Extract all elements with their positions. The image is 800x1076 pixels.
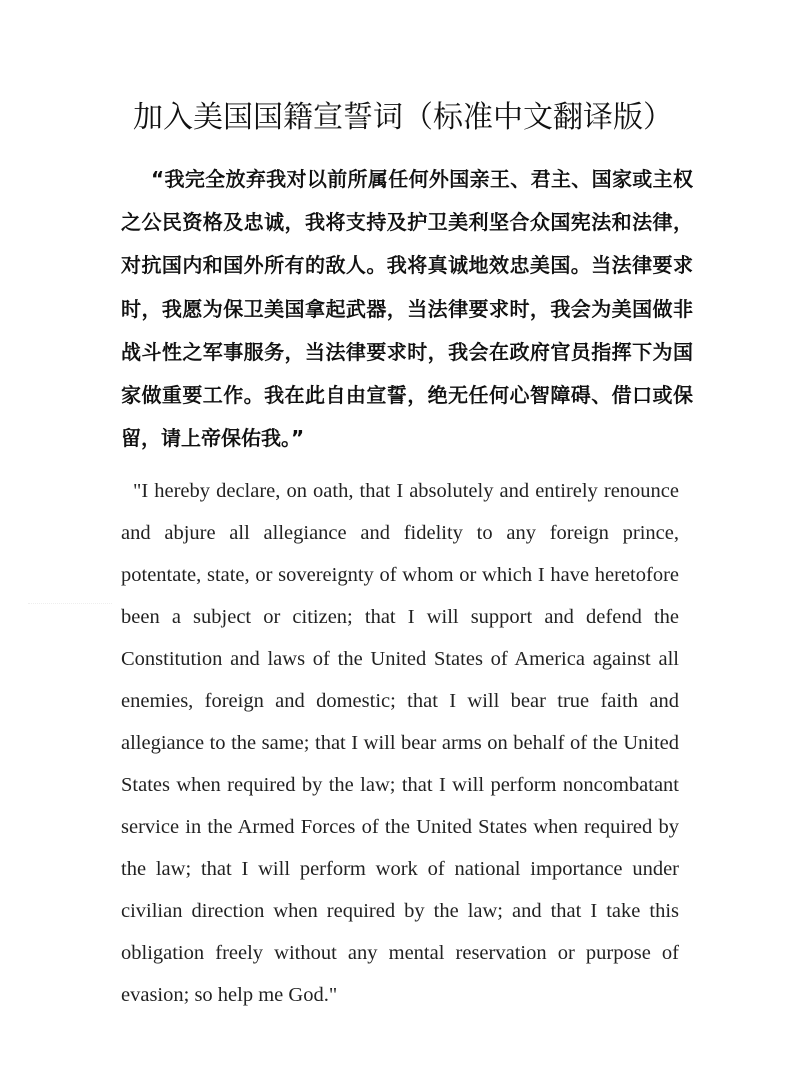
document-title: 加入美国国籍宣誓词（标准中文翻译版） — [133, 100, 673, 135]
oath-chinese-paragraph: “我完全放弃我对以前所属任何外国亲王、君主、国家或主权之公民资格及忠诚，我将支持及护卫美利坚合众国宪法和法律，对抗国内和国外所有的敌人。我将真诚地效忠美国。当法律要求时，我愿为保卫美国拿起武器，当法律要求时，我会为美国做非战斗性之军事服务，当法律要求时，我会在政府官员指挥下为国家做重要工作。我在此自由宣誓，绝无任何心智障碍、借口或保留，请上帝保佑我。” — [121, 167, 693, 451]
margin-divider — [28, 603, 112, 604]
oath-english-paragraph: "I hereby declare, on oath, that I absolutely and entirely renounce and abjure all allegiance and fidelity to any foreign prince, potentate, state, or sovereignty of whom or which I have heretofore been a subject or citizen; that I will support and defend the Constitution and laws of the United States of America against all enemies, foreign and domestic; that I will bear true faith and allegiance to the same; that I will bear arms on behalf of the United States when required by the law; that I will perform noncombatant service in the Armed Forces of the United States when required by the law; that I will perform work of national importance under civilian direction when required by the law; and that I take this obligation freely without any mental reservation or purpose of evasion; so help me God." — [121, 480, 679, 1006]
